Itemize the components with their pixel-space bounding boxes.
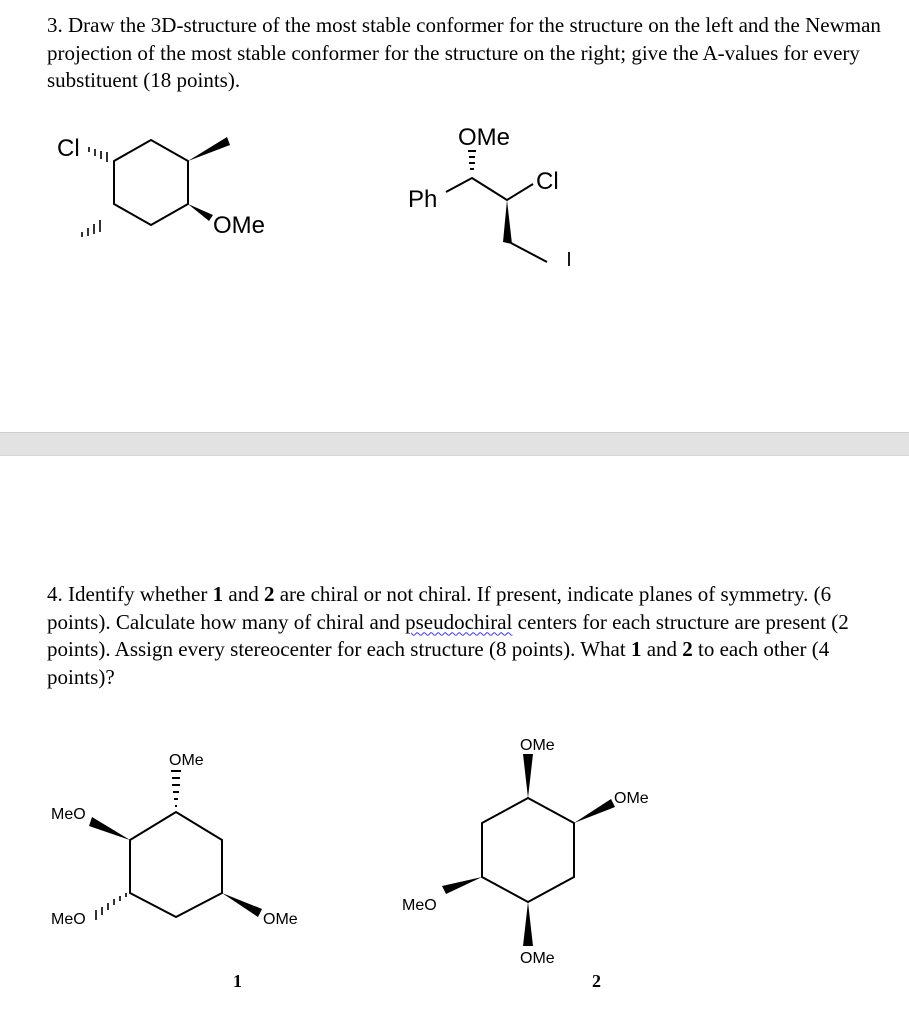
compound-2-label-bottom: OMe xyxy=(520,950,555,967)
compound-2-ring xyxy=(482,798,574,902)
q3-left-label-ome: OMe xyxy=(213,212,266,239)
compound-1-ring xyxy=(130,812,222,917)
q3-right-chain xyxy=(446,178,547,262)
compound-2-wedge-left xyxy=(442,877,482,894)
compound-2-wedge-bottom xyxy=(523,902,533,946)
q3-left-hash-cl xyxy=(89,147,107,162)
compound-ref-2b: 2 xyxy=(682,637,693,661)
compound-1-label-lower-left: MeO xyxy=(51,911,86,928)
q3-right-label-ome: OMe xyxy=(458,124,511,151)
q3-left-wedge-ome xyxy=(188,204,213,221)
q3-right-hash-ome xyxy=(468,151,476,169)
question-4-text: 4. Identify whether 1 and 2 are chiral or not chiral. If present, indicate planes of symmetry. (6 points). Calculate how many of chiral and pseudochiral centers for each structure are present (2 points). Assign every stereocenter for each structure (8 points). What 1 and 2 to each other (4 points)? xyxy=(47,582,849,689)
q3-left-cyclohexane xyxy=(114,140,188,225)
q3-right-wedge-ethyl xyxy=(503,200,512,244)
compound-2-number: 2 xyxy=(592,971,601,991)
q3-right-label-cl: Cl xyxy=(536,168,559,195)
compound-1-label-upper-left: MeO xyxy=(51,806,86,823)
compound-2-label-top: OMe xyxy=(520,737,555,754)
compound-ref-1: 1 xyxy=(212,582,224,606)
compound-ref-2: 2 xyxy=(263,582,275,606)
compound-1-number: 1 xyxy=(233,971,242,991)
q3-left-label-cl: Cl xyxy=(57,135,80,162)
q3-left-hash-methyl xyxy=(82,220,100,237)
compound-1-label-right: OMe xyxy=(263,911,298,928)
compound-2-wedge-top xyxy=(523,754,533,798)
compound-ref-1b: 1 xyxy=(630,637,642,661)
compound-1-hash-lower-left xyxy=(96,893,126,920)
compound-1-hash-top xyxy=(171,771,181,806)
compound-1-wedge-upper-left xyxy=(89,817,130,840)
compound-1-label-top: OMe xyxy=(169,752,204,769)
compound-2-label-right: OMe xyxy=(614,790,649,807)
compound-2-wedge-right xyxy=(574,799,615,823)
q3-left-wedge-methyl xyxy=(188,137,230,161)
question-3-text: 3. Draw the 3D-structure of the most stable conformer for the structure on the left and the Newman projection of the most stable conformer for the structure on the right; give the A-values for every substituent (18 points). xyxy=(47,13,881,92)
spellcheck-flagged-word: pseudochiral xyxy=(405,609,513,634)
q3-right-label-ph: Ph xyxy=(408,186,438,213)
compound-2-label-left: MeO xyxy=(402,897,437,914)
compound-1-wedge-right xyxy=(222,893,262,917)
